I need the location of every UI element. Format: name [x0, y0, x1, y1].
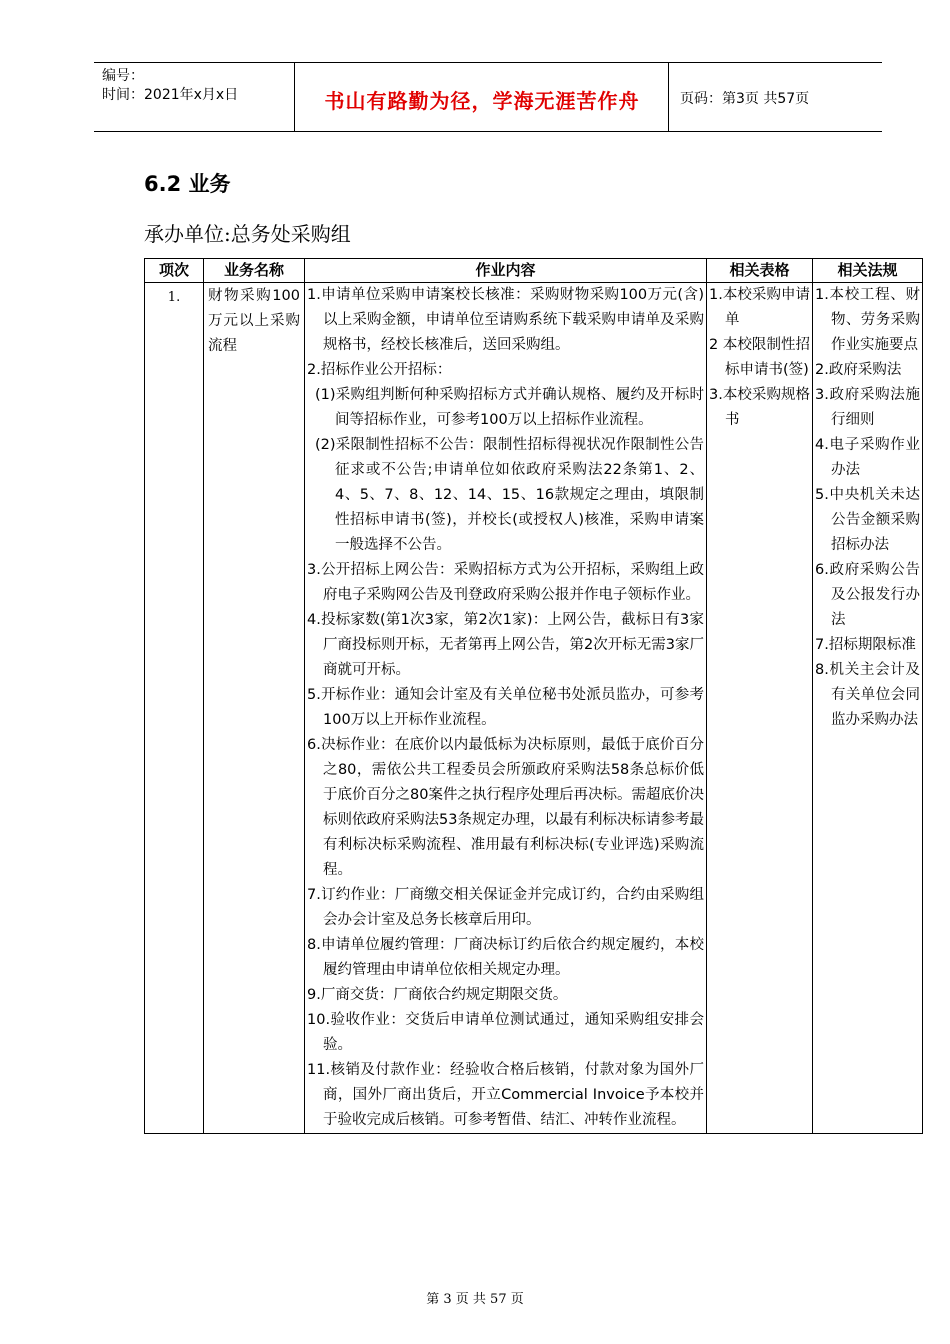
content-step: 11.核销及付款作业：经验收合格后核销，付款对象为国外厂商，国外厂商出货后，开立Commercial Invoice予本校并于验收完成后核销。可参考暂借、结汇、冲转作业流程。: [307, 1062, 704, 1128]
table-row: [145, 283, 923, 1134]
form-item: 1.本校采购申请单: [709, 287, 810, 328]
related-forms: [707, 283, 813, 1134]
column-header: 相关法规: [813, 259, 923, 283]
content-step: 3.公开招标上网公告：采购招标方式为公开招标，采购组上政府电子采购网公告及刊登政府采购公报并作电子领标作业。: [307, 562, 704, 603]
table-header-row: [145, 259, 923, 283]
business-name: 财物采购100万元以上采购流程: [204, 283, 305, 1134]
header-motto: 书山有路勤为径，学海无涯苦作舟: [324, 89, 640, 113]
row-number: 1.: [145, 283, 204, 1134]
law-item: 5.中央机关未达公告金额采购招标办法: [815, 487, 920, 553]
content-step: 5.开标作业：通知会计室及有关单位秘书处派员监办，可参考100万以上开标作业流程。: [307, 687, 704, 728]
content-step: 9.厂商交货：厂商依合约规定期限交货。: [307, 987, 568, 1003]
header-divider: [668, 63, 669, 131]
content-step: 4.投标家数(第1次3家，第2次1家)：上网公告，截标日有3家厂商投标则开标，无者第再上网公告，第2次开标无需3家厂商就可开标。: [307, 612, 704, 678]
work-content: [305, 283, 707, 1134]
time-label: 时间：2021年x月x日: [102, 87, 239, 103]
content-substep: (2)采限制性招标不公告：限制性招标得视状况作限制性公告征求或不公告;申请单位如依政府采购法22条第1、2、4、5、7、8、12、14、15、16款规定之理由，填限制性招标申请书(签)，并校长(或授权人)核准，采购申请案一般选择不公告。: [315, 437, 704, 553]
column-header: 作业内容: [305, 259, 707, 283]
section-title: 6.2 业务: [144, 172, 231, 196]
column-header: 项次: [145, 259, 204, 283]
document-header: [94, 62, 882, 132]
business-table: [144, 258, 923, 1134]
law-item: 4.电子采购作业办法: [815, 437, 920, 478]
form-item: 2 本校限制性招标申请书(签): [709, 337, 810, 378]
number-label: 编号：: [102, 68, 144, 84]
law-item: 2.政府采购法: [815, 362, 902, 378]
law-item: 8.机关主会计及有关单位会同监办采购办法: [815, 662, 920, 728]
law-item: 3.政府采购法施行细则: [815, 387, 920, 428]
column-header: 相关表格: [707, 259, 813, 283]
responsible-unit: 承办单位:总务处采购组: [144, 222, 351, 246]
content-step: 7.订约作业：厂商缴交相关保证金并完成订约，合约由采购组会办会计室及总务长核章后用印。: [307, 887, 704, 928]
content-step: 6.决标作业：在底价以内最低标为决标原则，最低于底价百分之80，需依公共工程委员会所颁政府采购法58条总标价低于底价百分之80案件之执行程序处理后再决标。需超底价决标则依政府采购法53条规定办理，以最有利标决标请参考最有利标决标采购流程、准用最有利标决标(专业评选)采购流程。: [307, 737, 704, 878]
page-info: 页码：第3页 共57页: [680, 91, 810, 107]
law-item: 1.本校工程、财物、劳务采购作业实施要点: [815, 287, 920, 353]
form-item: 3.本校采购规格书: [709, 387, 810, 428]
content-step: 2.招标作业公开招标：: [307, 362, 452, 378]
column-header: 业务名称: [204, 259, 305, 283]
header-meta: [102, 67, 292, 105]
content-step: 1.申请单位采购申请案校长核准：采购财物采购100万元(含)以上采购金额，申请单位至请购系统下载采购申请单及采购规格书，经校长核准后，送回采购组。: [307, 287, 704, 353]
header-divider: [294, 63, 295, 131]
law-item: 7.招标期限标准: [815, 637, 916, 653]
content-substep: (1)采购组判断何种采购招标方式并确认规格、履约及开标时间等招标作业，可参考100万以上招标作业流程。: [315, 387, 704, 428]
related-laws: [813, 283, 923, 1134]
content-step: 8.申请单位履约管理：厂商决标订约后依合约规定履约，本校履约管理由申请单位依相关规定办理。: [307, 937, 704, 978]
content-step: 10.验收作业：交货后申请单位测试通过，通知采购组安排会验。: [307, 1012, 704, 1053]
law-item: 6.政府采购公告及公报发行办法: [815, 562, 920, 628]
page-footer: 第 3 页 共 57 页: [426, 1292, 524, 1307]
